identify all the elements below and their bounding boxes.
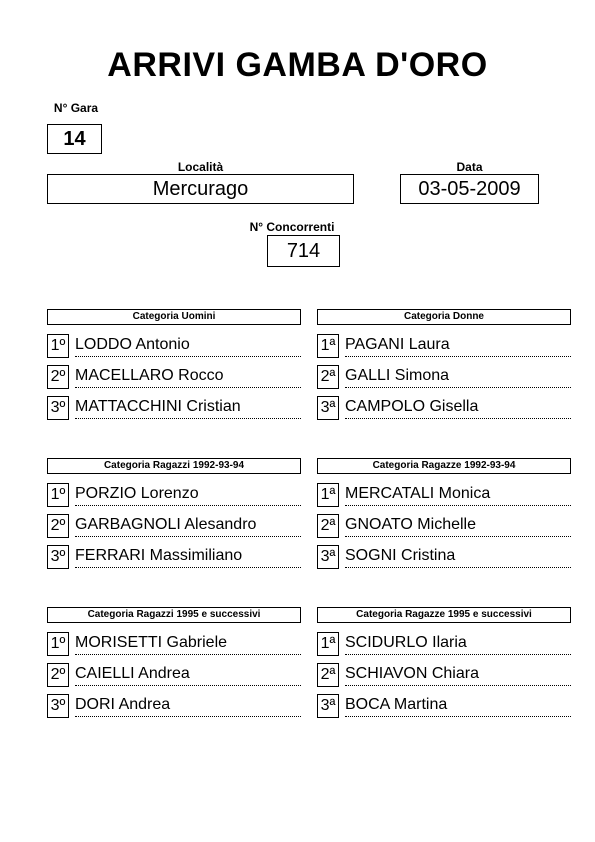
athlete-name: BOCA Martina xyxy=(345,696,571,717)
athlete-name: CAIELLI Andrea xyxy=(75,665,301,686)
athlete-name: MACELLARO Rocco xyxy=(75,367,301,388)
position-box: 2ª xyxy=(317,514,339,538)
concorrenti-label: N° Concorrenti xyxy=(249,220,335,234)
position-box: 2º xyxy=(47,663,69,687)
athlete-name: MERCATALI Monica xyxy=(345,485,571,506)
athlete-name: SCHIAVON Chiara xyxy=(345,665,571,686)
athlete-name: GNOATO Michelle xyxy=(345,516,571,537)
category-header: Categoria Uomini xyxy=(47,309,301,325)
athlete-name: PAGANI Laura xyxy=(345,336,571,357)
position-box: 1º xyxy=(47,483,69,507)
gara-value: 14 xyxy=(47,124,102,154)
position-box: 2º xyxy=(47,514,69,538)
athlete-name: SOGNI Cristina xyxy=(345,547,571,568)
result-row xyxy=(47,396,301,420)
position-box: 1ª xyxy=(317,632,339,656)
result-row xyxy=(317,514,571,538)
localita-value: Mercurago xyxy=(47,174,354,204)
position-box: 2º xyxy=(47,365,69,389)
position-box: 1ª xyxy=(317,483,339,507)
athlete-name: PORZIO Lorenzo xyxy=(75,485,301,506)
athlete-name: MORISETTI Gabriele xyxy=(75,634,301,655)
category-header: Categoria Ragazzi 1992-93-94 xyxy=(47,458,301,474)
result-row xyxy=(317,663,571,687)
result-row xyxy=(317,545,571,569)
result-row xyxy=(317,396,571,420)
result-row xyxy=(317,365,571,389)
position-box: 2ª xyxy=(317,365,339,389)
page-title: ARRIVI GAMBA D'ORO xyxy=(107,46,488,84)
athlete-name: GARBAGNOLI Alesandro xyxy=(75,516,301,537)
result-row xyxy=(317,694,571,718)
result-row xyxy=(47,514,301,538)
category-header: Categoria Ragazzi 1995 e successivi xyxy=(47,607,301,623)
data-label: Data xyxy=(456,160,483,174)
position-box: 1ª xyxy=(317,334,339,358)
position-box: 3ª xyxy=(317,694,339,718)
category-header: Categoria Ragazze 1992-93-94 xyxy=(317,458,571,474)
result-row xyxy=(47,694,301,718)
athlete-name: MATTACCHINI Cristian xyxy=(75,398,301,419)
position-box: 3º xyxy=(47,545,69,569)
category-header: Categoria Donne xyxy=(317,309,571,325)
result-row xyxy=(47,545,301,569)
athlete-name: SCIDURLO Ilaria xyxy=(345,634,571,655)
position-box: 3ª xyxy=(317,396,339,420)
position-box: 3º xyxy=(47,694,69,718)
localita-label: Località xyxy=(177,160,224,174)
athlete-name: FERRARI Massimiliano xyxy=(75,547,301,568)
data-value: 03-05-2009 xyxy=(400,174,539,204)
gara-label: N° Gara xyxy=(53,101,99,115)
concorrenti-value: 714 xyxy=(267,235,340,267)
result-row xyxy=(317,632,571,656)
athlete-name: LODDO Antonio xyxy=(75,336,301,357)
position-box: 3ª xyxy=(317,545,339,569)
result-row xyxy=(47,663,301,687)
category-header: Categoria Ragazze 1995 e successivi xyxy=(317,607,571,623)
athlete-name: GALLI Simona xyxy=(345,367,571,388)
position-box: 2ª xyxy=(317,663,339,687)
position-box: 1º xyxy=(47,632,69,656)
result-row xyxy=(47,365,301,389)
position-box: 1º xyxy=(47,334,69,358)
result-row xyxy=(47,334,301,358)
position-box: 3º xyxy=(47,396,69,420)
result-row xyxy=(47,483,301,507)
result-row xyxy=(317,483,571,507)
result-row xyxy=(317,334,571,358)
athlete-name: DORI Andrea xyxy=(75,696,301,717)
athlete-name: CAMPOLO Gisella xyxy=(345,398,571,419)
result-row xyxy=(47,632,301,656)
